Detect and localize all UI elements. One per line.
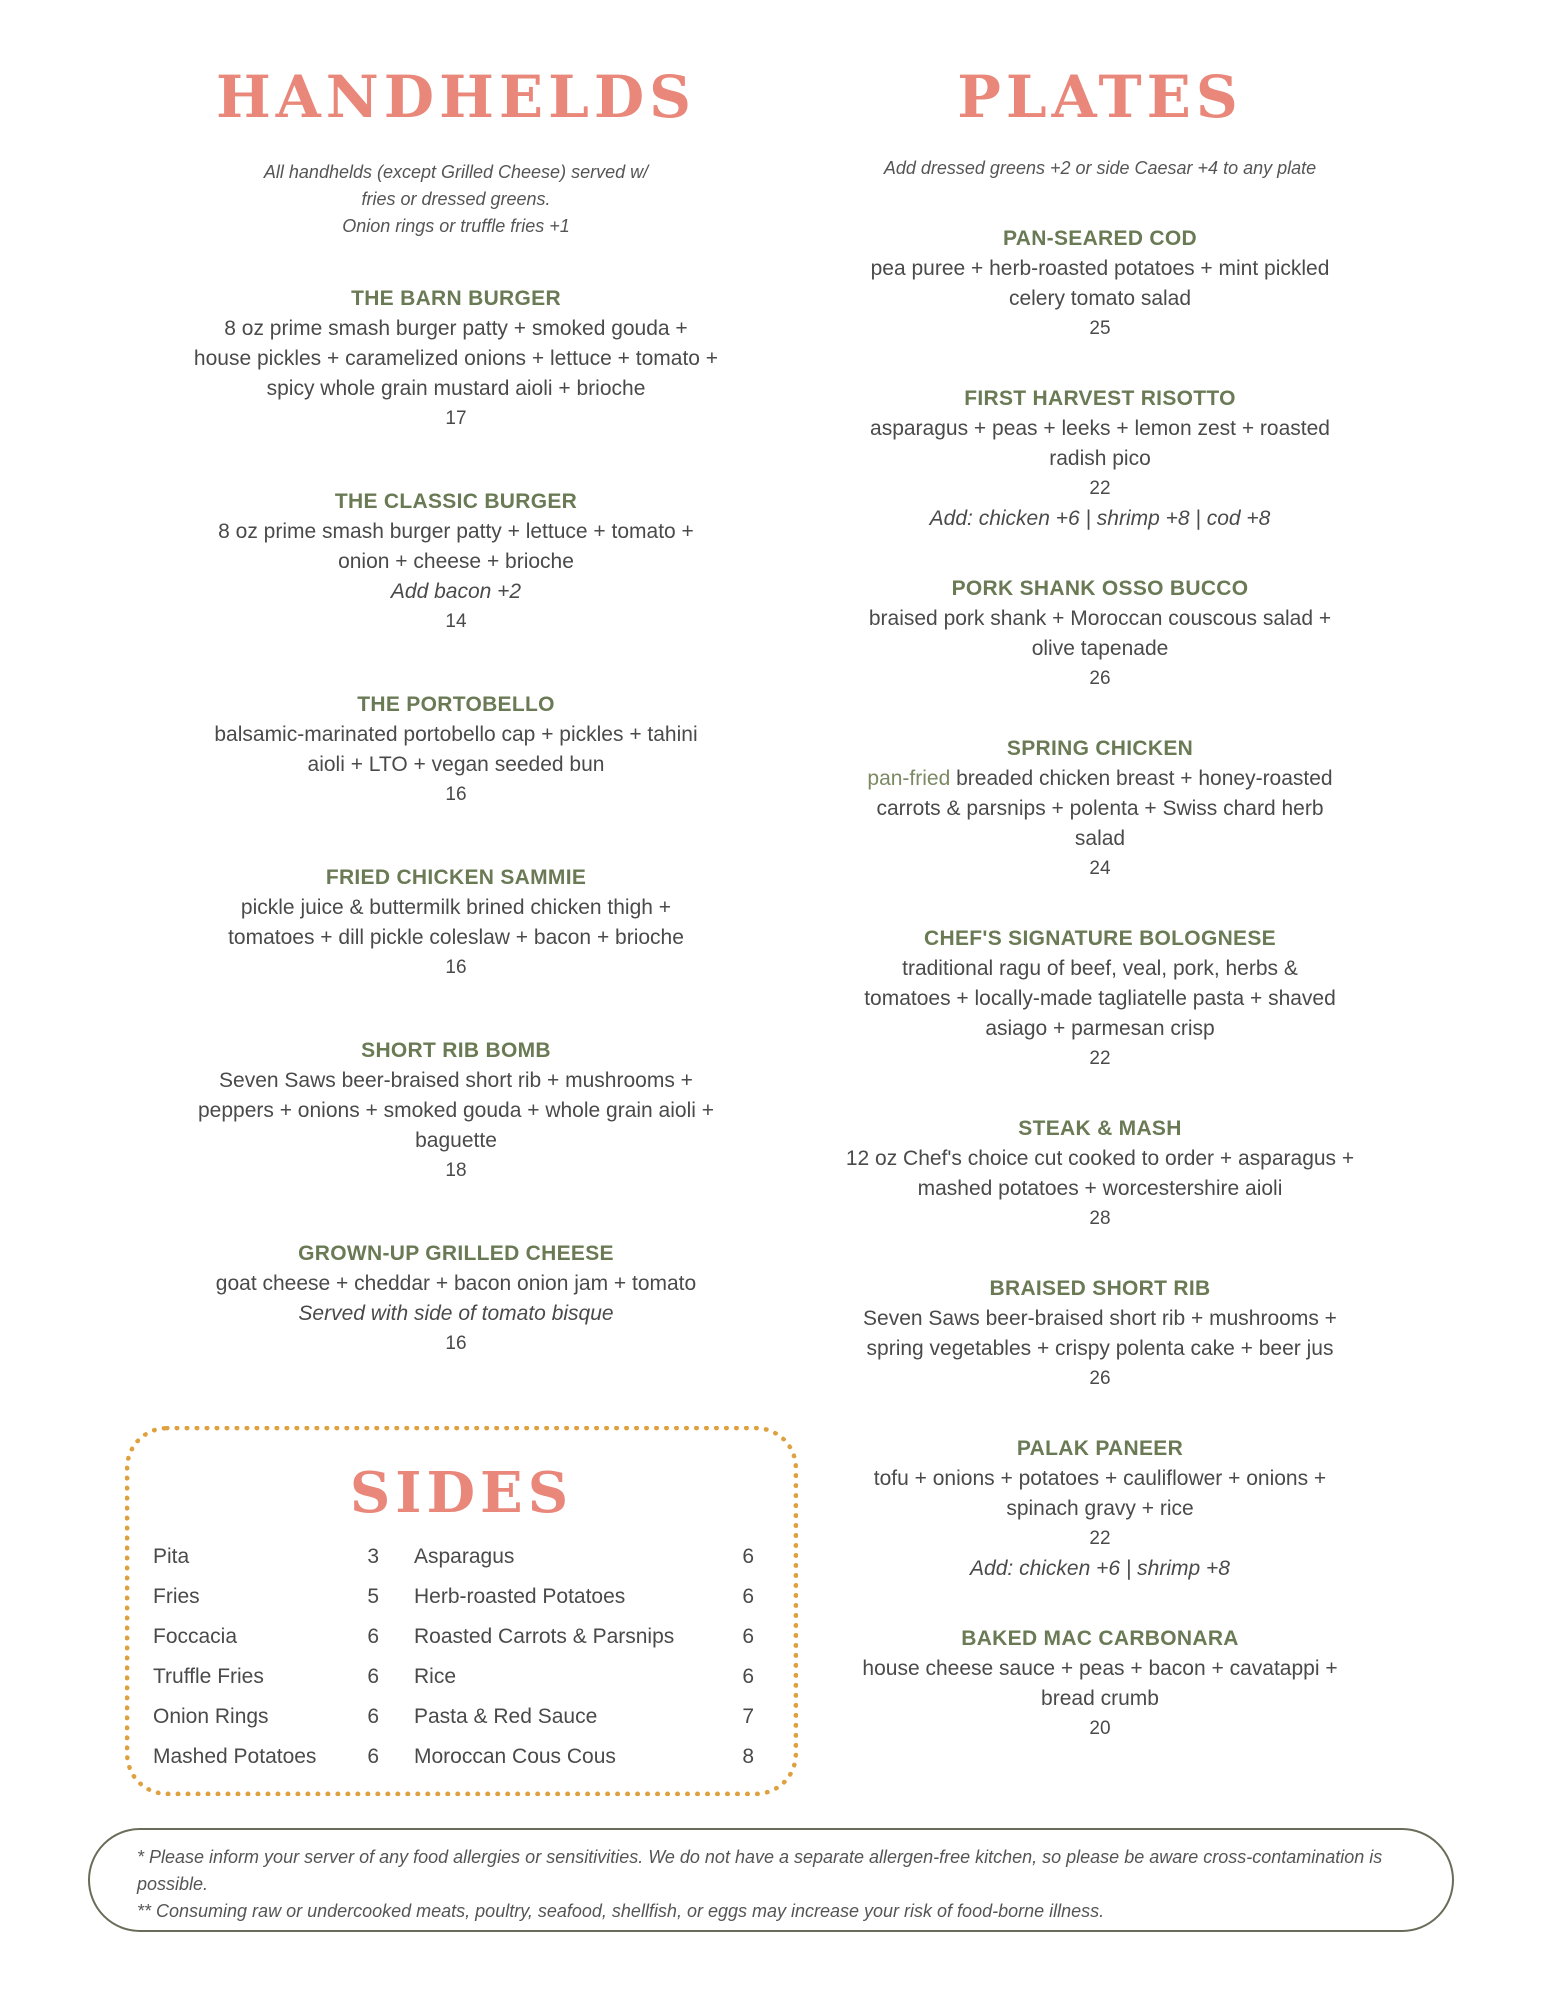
side-name: Onion Rings: [153, 1705, 269, 1728]
menu-item: [156, 863, 756, 983]
item-price: 16: [445, 1333, 467, 1354]
item-description: goat cheese + cheddar + bacon onion jam + tomato: [215, 1272, 697, 1295]
item-price: 25: [1089, 318, 1111, 339]
handhelds-title: HANDHELDS: [215, 63, 697, 131]
side-name: Moroccan Cous Cous: [414, 1745, 616, 1768]
side-price: 3: [367, 1545, 379, 1568]
item-price: 14: [445, 611, 467, 632]
side-price: 5: [367, 1585, 379, 1608]
item-description: 8 oz prime smash burger patty + smoked gouda +: [224, 317, 688, 340]
item-description: pea puree + herb-roasted potatoes + mint pickled: [870, 257, 1330, 280]
menu-item: [790, 924, 1410, 1074]
item-price: 24: [1089, 858, 1111, 879]
item-description: spicy whole grain mustard aioli + brioche: [266, 377, 646, 400]
item-price: 28: [1089, 1208, 1111, 1229]
item-name: FIRST HARVEST RISOTTO: [964, 387, 1236, 410]
menu-item: [156, 1036, 756, 1186]
side-price: 6: [367, 1665, 379, 1688]
side-item: [414, 1657, 754, 1697]
side-price: 6: [742, 1585, 754, 1608]
item-name: THE CLASSIC BURGER: [334, 490, 578, 513]
item-price: 16: [445, 784, 467, 805]
side-price: 6: [367, 1745, 379, 1768]
side-name: Pita: [153, 1545, 190, 1568]
item-description: onion + cheese + brioche: [338, 550, 574, 573]
plates-title: PLATES: [957, 63, 1243, 131]
item-description: olive tapenade: [1031, 637, 1169, 660]
handhelds-note-line: Onion rings or truffle fries +1: [342, 216, 570, 236]
item-description: aioli + LTO + vegan seeded bun: [307, 753, 605, 776]
item-price: 26: [1089, 1368, 1111, 1389]
sides-list-right: [414, 1537, 754, 1777]
item-description: spring vegetables + crispy polenta cake + beer jus: [866, 1337, 1334, 1360]
item-price: 22: [1089, 1528, 1111, 1549]
handhelds-list: [156, 284, 756, 1412]
side-item: [414, 1537, 754, 1577]
side-item: [153, 1697, 379, 1737]
item-name: STEAK & MASH: [1018, 1117, 1182, 1140]
item-description: baguette: [415, 1129, 497, 1152]
side-item: [153, 1577, 379, 1617]
item-description: asparagus + peas + leeks + lemon zest + roasted: [870, 417, 1330, 440]
side-name: Rice: [414, 1665, 457, 1688]
side-price: 8: [742, 1745, 754, 1768]
side-item: [153, 1537, 379, 1577]
item-description: balsamic-marinated portobello cap + pickles + tahini: [214, 723, 698, 746]
side-name: Roasted Carrots & Parsnips: [414, 1625, 675, 1648]
side-name: Mashed Potatoes: [153, 1745, 317, 1768]
side-item: [153, 1737, 379, 1777]
side-name: Foccacia: [153, 1625, 238, 1648]
sides-title: SIDES: [349, 1460, 574, 1526]
item-name: THE PORTOBELLO: [357, 693, 555, 716]
sides-list-left: [153, 1537, 379, 1777]
item-name: BAKED MAC CARBONARA: [961, 1627, 1239, 1650]
side-price: 7: [742, 1705, 754, 1728]
item-name: PAN-SEARED COD: [1003, 227, 1197, 250]
sides-box: [125, 1426, 798, 1796]
side-price: 6: [367, 1705, 379, 1728]
menu-item: [790, 1624, 1410, 1744]
handhelds-note: [156, 159, 756, 240]
item-description: carrots & parsnips + polenta + Swiss chard herb: [876, 797, 1324, 820]
item-description: tomatoes + dill pickle coleslaw + bacon + brioche: [228, 926, 684, 949]
side-price: 6: [367, 1625, 379, 1648]
item-description: radish pico: [1049, 447, 1151, 470]
item-name: SPRING CHICKEN: [1006, 737, 1194, 760]
menu-item: [156, 284, 756, 434]
menu-item: [790, 574, 1410, 694]
side-item: [414, 1617, 754, 1657]
handhelds-note-line: All handhelds (except Grilled Cheese) served w/: [263, 162, 649, 182]
item-description: house cheese sauce + peas + bacon + cavatappi +: [862, 1657, 1338, 1680]
menu-item: [790, 734, 1410, 884]
item-name: BRAISED SHORT RIB: [989, 1277, 1211, 1300]
item-price: 20: [1089, 1718, 1111, 1739]
item-price: 17: [445, 408, 467, 429]
item-price: 18: [445, 1160, 467, 1181]
item-addon: Add: chicken +6 | shrimp +8 | cod +8: [929, 507, 1271, 530]
side-item: [414, 1737, 754, 1777]
menu-item: [790, 1434, 1410, 1584]
menu-item: [790, 1274, 1410, 1394]
menu-item: [156, 690, 756, 810]
item-description: pickle juice & buttermilk brined chicken thigh +: [240, 896, 672, 919]
side-item: [414, 1577, 754, 1617]
side-name: Herb-roasted Potatoes: [414, 1585, 626, 1608]
item-description: celery tomato salad: [1008, 287, 1192, 310]
item-description: 12 oz Chef's choice cut cooked to order + asparagus +: [845, 1147, 1355, 1170]
item-price: 16: [445, 957, 467, 978]
item-description: braised pork shank + Moroccan couscous salad +: [868, 607, 1332, 630]
item-description: pan-fried breaded chicken breast + honey-roasted: [867, 767, 1333, 790]
item-price: 26: [1089, 668, 1111, 689]
item-description: traditional ragu of beef, veal, pork, herbs &: [902, 957, 1298, 980]
item-description: salad: [1074, 827, 1126, 850]
item-price: 22: [1089, 1048, 1111, 1069]
side-name: Pasta & Red Sauce: [414, 1705, 598, 1728]
handhelds-note-line: fries or dressed greens.: [361, 189, 551, 209]
side-name: Truffle Fries: [153, 1665, 264, 1688]
item-description: tomatoes + locally-made tagliatelle pasta + shaved: [864, 987, 1336, 1010]
item-name: SHORT RIB BOMB: [361, 1039, 551, 1062]
item-description: Seven Saws beer-braised short rib + mushrooms +: [863, 1307, 1337, 1330]
side-price: 6: [742, 1545, 754, 1568]
item-description: house pickles + caramelized onions + lettuce + tomato +: [193, 347, 719, 370]
side-item: [153, 1657, 379, 1697]
menu-item: [156, 487, 756, 637]
item-description: tofu + onions + potatoes + cauliflower + onions +: [873, 1467, 1327, 1490]
item-description: mashed potatoes + worcestershire aioli: [917, 1177, 1283, 1200]
plates-list: [790, 224, 1410, 1784]
item-name: CHEF'S SIGNATURE BOLOGNESE: [924, 927, 1276, 950]
side-price: 6: [742, 1665, 754, 1688]
item-description: peppers + onions + smoked gouda + whole grain aioli +: [197, 1099, 715, 1122]
side-name: Asparagus: [414, 1545, 515, 1568]
raw-food-warning: ** Consuming raw or undercooked meats, poultry, seafood, shellfish, or eggs may increase your risk of food-borne illness.: [137, 1901, 1105, 1921]
item-name: PORK SHANK OSSO BUCCO: [951, 577, 1249, 600]
menu-item: [790, 1114, 1410, 1234]
item-name: PALAK PANEER: [1016, 1437, 1184, 1460]
item-name: FRIED CHICKEN SAMMIE: [325, 866, 587, 889]
side-item: [414, 1697, 754, 1737]
item-description: 8 oz prime smash burger patty + lettuce + tomato +: [218, 520, 694, 543]
item-description-lead: pan-fried: [867, 767, 951, 790]
item-price: 22: [1089, 478, 1111, 499]
menu-item: [156, 1239, 756, 1359]
item-description: bread crumb: [1041, 1687, 1159, 1710]
item-name: GROWN-UP GRILLED CHEESE: [298, 1242, 614, 1265]
item-addon: Add bacon +2: [390, 580, 522, 603]
allergy-line: * Please inform your server of any food allergies or sensitivities. We do not have a separate allergen-free kitchen, so please be aware cross-contamination is possible.: [137, 1847, 1383, 1894]
menu-item: [790, 384, 1410, 534]
plates-note: Add dressed greens +2 or side Caesar +4 to any plate: [883, 158, 1317, 178]
item-description: Seven Saws beer-braised short rib + mushrooms +: [219, 1069, 693, 1092]
item-addon: Served with side of tomato bisque: [298, 1302, 614, 1325]
menu-item: [790, 224, 1410, 344]
side-price: 6: [742, 1625, 754, 1648]
item-description: spinach gravy + rice: [1006, 1497, 1194, 1520]
side-name: Fries: [153, 1585, 200, 1608]
side-item: [153, 1617, 379, 1657]
item-name: THE BARN BURGER: [351, 287, 561, 310]
item-addon: Add: chicken +6 | shrimp +8: [970, 1557, 1230, 1580]
allergy-notice: [88, 1828, 1454, 1932]
item-description: asiago + parmesan crisp: [985, 1017, 1215, 1040]
